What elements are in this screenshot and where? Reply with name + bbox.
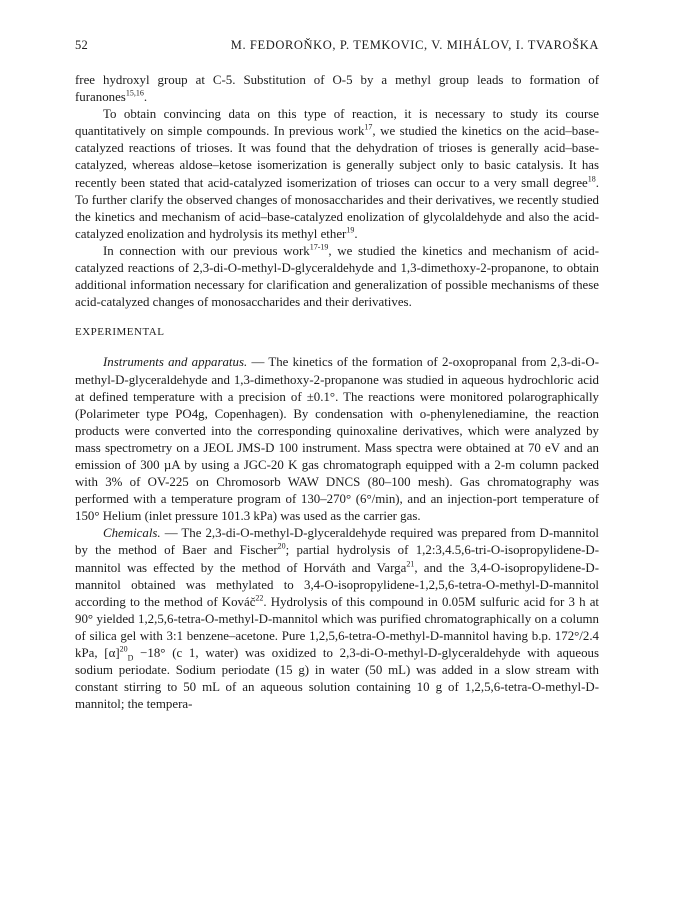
reference-superscript: 19 bbox=[346, 225, 355, 235]
run-in-heading: Chemicals. bbox=[103, 526, 161, 541]
paragraph-instruments: Instruments and apparatus. — The kinetics of the formation of 2-oxopropanal from 2,3-di-O-methyl-D-glyceraldehyde and 1,3-dimethoxy-2-propanone was studied in aqueous hydrochloric acid at defined temperature with a precision of ±0.1°. The reactions were monitored polarographically (Polarimeter type PO4g, Copenhagen). By condensation with o-phenylenediamine, the reaction products were converted into the corresponding quinoxaline derivatives, which were analyzed by mass spectrometry on a JEOL JMS-D 100 instrument. Mass spectra were obtained at 70 eV and an emission of 300 µA by using a JGC-20 K gas chromatograph equipped with a 2-m column packed with 3% of OV-225 on Chromosorb WAW DNCS (80–100 mesh). Gas chromatography was performed with a temperature program of 130–270° (6°/min), and an injection-port temperature of 150° Helium (inlet pressure 101.3 kPa) was used as the carrier gas. bbox=[75, 355, 599, 524]
page-number: 52 bbox=[75, 38, 89, 52]
article-body bbox=[75, 72, 599, 713]
reference-superscript: 20 bbox=[277, 542, 286, 552]
rotation-wavelength: D bbox=[127, 653, 134, 663]
paragraph-chemicals: Chemicals. — The 2,3-di-O-methyl-D-glyceraldehyde required was prepared from D-mannitol by the method of Baer and Fischer$^{20}$; partial hydrolysis of 1,2:3,4.5,6-tri-O-isopropylidene-D-mannitol was effected by the method of Horváth and Varga$^{21}$, and the 3,4-O-isopropylidene-D-mannitol obtained was methylated to 3,4-O-isopropylidene-1,2,5,6-tetra-O-methyl-D-mannitol according to the method of Kováč$^{22}$. Hydrolysis of this compound in 0.05M sulfuric acid for 3 h at 90° yielded 1,2,5,6-tetra-O-methyl-D-mannitol which was purified chromatographically on a column of silica gel with 3:1 benzene–acetone. Pure 1,2,5,6-tetra-O-methyl-D-mannitol having b.p. 172°/2.4 kPa, $[\alpha]^{20}_D -18^\circ$ (c 1, water) was oxidized to 2,3-di-O-methyl-D-glyceraldehyde with aqueous sodium periodate. Sodium periodate (15 g) in water (50 mL) was added in a slow stream with constant stirring to 50 mL of an aqueous solution containing 10 g of 1,2,5,6-tetra-O-methyl-D-mannitol; the tempera- bbox=[75, 526, 599, 712]
rotation-temperature: 20 bbox=[119, 644, 128, 654]
run-in-heading: Instruments and apparatus. bbox=[103, 355, 248, 370]
journal-page bbox=[75, 38, 599, 713]
reference-superscript: 22 bbox=[255, 593, 264, 603]
reference-superscript: 17-19 bbox=[309, 242, 329, 252]
paragraph-2: To obtain convincing data on this type of reaction, it is necessary to study its course quantitatively on simple compounds. In previous work$^{17}$, we studied the kinetics on the acid–base-catalyzed reactions of trioses. It was found that the dehydration of trioses is generally acid–base-catalyzed, whereas aldose–ketose isomerization is generally subject only to basic catalysis. It has recently been stated that acid-catalyzed isomerization of trioses can occur to a very small degree$^{18}$. To further clarify the observed changes of monosaccharides and their derivatives, we recently studied the kinetics and mechanism of acid–base-catalyzed enolization of glycolaldehyde and also the acid-catalyzed enolization and hydrolysis its methyl ether$^{19}$. bbox=[75, 107, 599, 241]
reference-superscript: 15,16 bbox=[125, 88, 144, 98]
reference-superscript: 17 bbox=[364, 122, 373, 132]
paragraph-1: free hydroxyl group at C-5. Substitution of O-5 by a methyl group leads to formation of furanones$^{15,16}$. bbox=[75, 73, 599, 105]
running-head-authors: M. FEDOROŇKO, P. TEMKOVIC, V. MIHÁLOV, I. TVAROŠKA bbox=[230, 38, 599, 52]
reference-superscript: 18 bbox=[587, 174, 596, 184]
section-heading: EXPERIMENTAL bbox=[75, 326, 165, 339]
paragraph-3: In connection with our previous work$^{17-19}$, we studied the kinetics and mechanism of acid-catalyzed reactions of 2,3-di-O-methyl-D-glyceraldehyde and 1,3-dimethoxy-2-propanone, to obtain additional information necessary for clarification and generalization of possible mechanisms of these acid-catalyzed changes of monosaccharides and their derivatives. bbox=[75, 242, 599, 310]
reference-superscript: 21 bbox=[406, 559, 415, 569]
running-header bbox=[75, 38, 599, 60]
